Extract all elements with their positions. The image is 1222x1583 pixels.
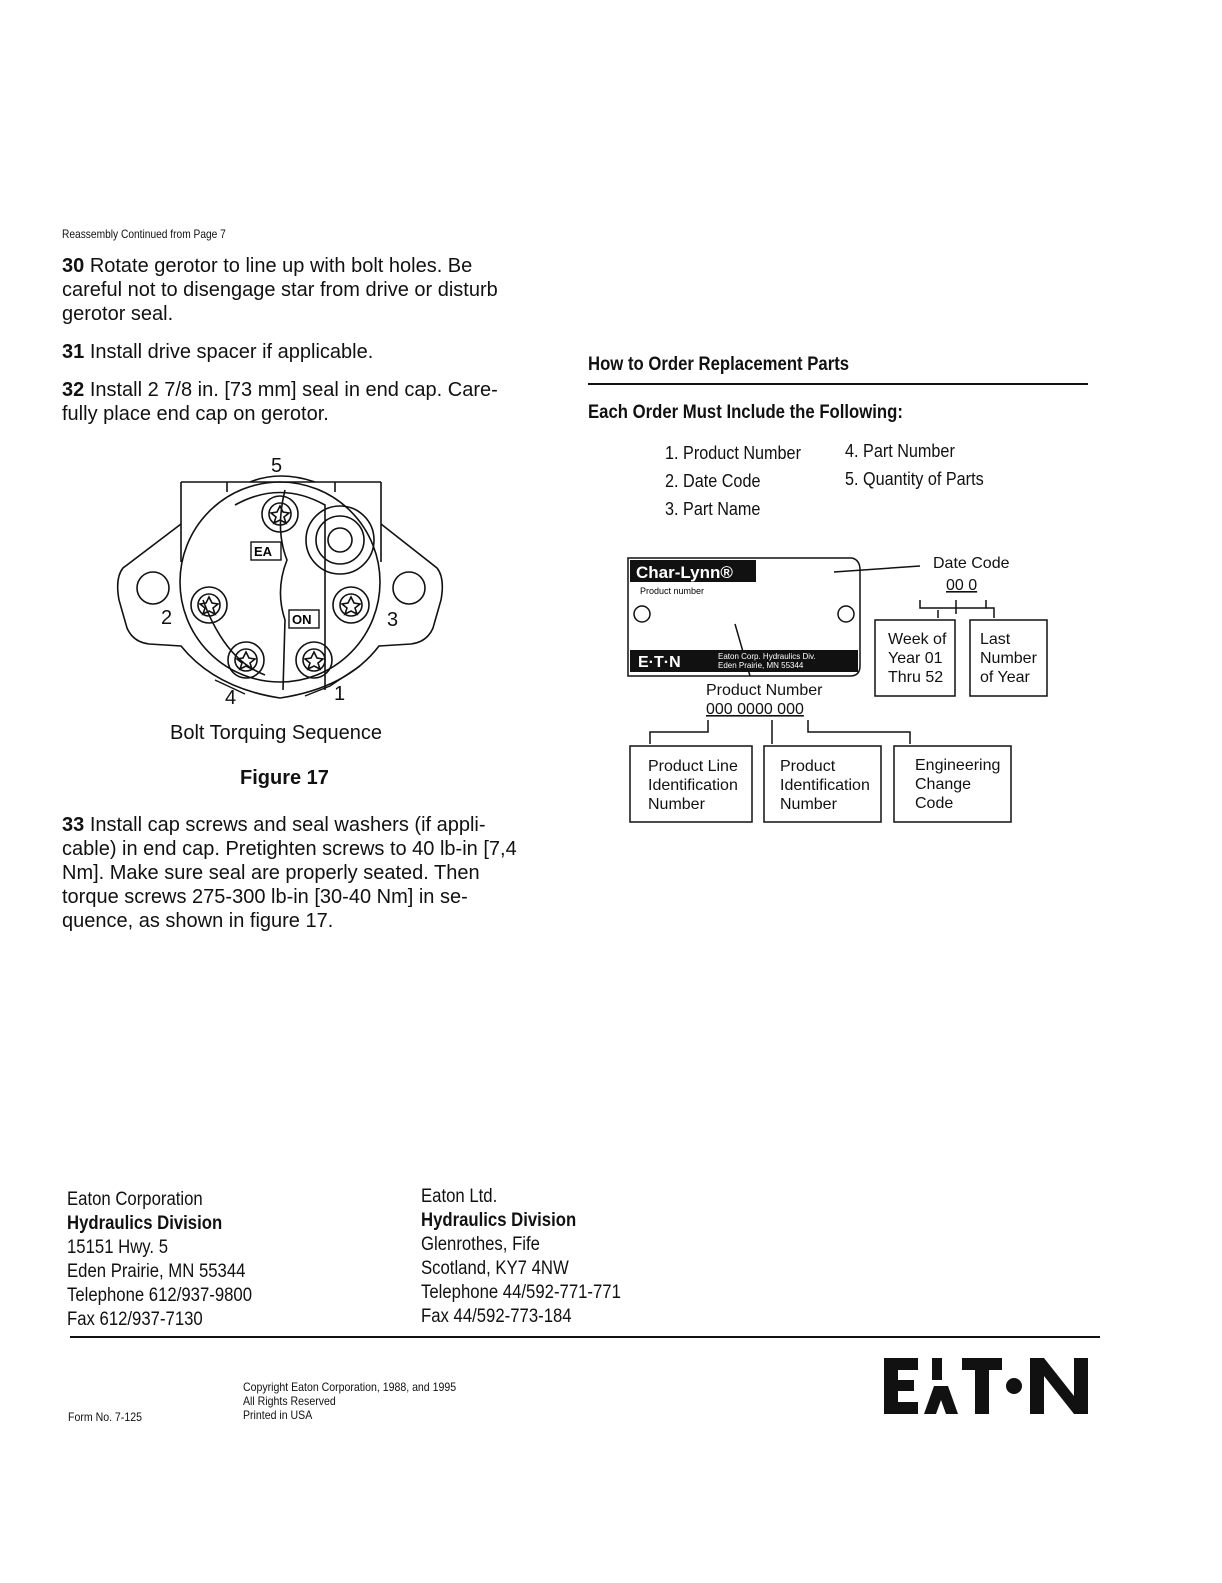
bolt-label-5: 5 — [271, 455, 283, 477]
figure-caption: Bolt Torquing Sequence — [170, 722, 383, 744]
product-number-value: 000 0000 000 — [706, 701, 804, 718]
bolt-label-2: 2 — [161, 607, 173, 629]
order-heading: How to Order Replacement Parts — [588, 354, 850, 375]
figure-title: Figure 17 — [240, 767, 329, 789]
box2-line-3: Number — [780, 796, 837, 813]
box1-line-3: Number — [648, 796, 705, 813]
year-box-line-1: Last — [980, 631, 1011, 648]
box3-line-1: Engineering — [915, 757, 1001, 774]
bolt-2 — [191, 587, 227, 623]
uk-address: Eaton Ltd. Hydraulics Division Glenrothes, Fife Scotland, KY7 4NW Telephone 44/592-771-771 Fax 44/592-773-184 — [421, 1186, 621, 1327]
plate-mark-ea: EA — [254, 544, 273, 559]
eaton-logo — [884, 1356, 1104, 1416]
bolt-torquing-diagram — [115, 450, 445, 710]
step-30: 30 Rotate gerotor to line up with bolt holes. Be careful not to disengage star from drive or disturb gerotor seal. — [62, 255, 498, 325]
order-item-1: 1. Product Number — [665, 443, 801, 463]
plate-product-number-small: Product number — [640, 586, 705, 596]
bolt-4 — [228, 642, 264, 678]
box2-line-2: Identification — [780, 777, 870, 794]
step-31: 31 Install drive spacer if applicable. — [62, 341, 374, 363]
box1-line-2: Identification — [648, 777, 738, 794]
bolt-3 — [333, 587, 369, 623]
step-number: 33 — [62, 814, 85, 836]
order-item-2: 2. Date Code — [665, 471, 761, 491]
date-code-label: Date Code — [933, 555, 1010, 572]
step-number: 30 — [62, 255, 85, 277]
order-item-5: 5. Quantity of Parts — [845, 469, 984, 489]
footer-divider — [70, 1336, 1100, 1338]
divider — [588, 383, 1088, 385]
plate-address-1: Eaton Corp. Hydraulics Div. — [718, 652, 816, 661]
week-box-line-2: Year 01 — [888, 650, 943, 667]
us-address: Eaton Corporation Hydraulics Division 15151 Hwy. 5 Eden Prairie, MN 55344 Telephone 612/937-9800 Fax 612/937-7130 — [67, 1189, 253, 1330]
order-item-3: 3. Part Name — [665, 499, 761, 519]
form-number: Form No. 7-125 — [68, 1410, 142, 1424]
bolt-label-3: 3 — [387, 609, 399, 631]
char-lynn-brand: Char-Lynn® — [636, 563, 733, 582]
box3-line-2: Change — [915, 776, 972, 793]
nameplate-diagram — [620, 548, 1060, 833]
step-number: 31 — [62, 341, 85, 363]
box3-line-3: Code — [915, 795, 954, 812]
product-number-label: Product Number — [706, 682, 823, 699]
step-32: 32 Install 2 7/8 in. [73 mm] seal in end cap. Care- fully place end cap on gerotor. — [62, 379, 498, 425]
plate-mark-on: ON — [292, 612, 312, 627]
week-box-line-1: Week of — [888, 631, 947, 648]
order-subheading: Each Order Must Include the Following: — [588, 402, 903, 423]
step-number: 32 — [62, 379, 85, 401]
plate-eaton-logo: E·T·N — [638, 654, 681, 671]
box2-line-1: Product — [780, 758, 836, 775]
date-code-value: 00 0 — [946, 577, 978, 594]
bolt-label-1: 1 — [334, 683, 346, 705]
bolt-label-4: 4 — [225, 687, 237, 709]
box1-line-1: Product Line — [648, 758, 738, 775]
bolt-1 — [296, 642, 332, 678]
order-item-4: 4. Part Number — [845, 441, 955, 461]
plate-address-2: Eden Prairie, MN 55344 — [718, 661, 804, 670]
year-box-line-3: of Year — [980, 669, 1030, 686]
week-box-line-3: Thru 52 — [888, 669, 944, 686]
continued-note: Reassembly Continued from Page 7 — [62, 227, 226, 241]
copyright-block: Copyright Eaton Corporation, 1988, and 1995 All Rights Reserved Printed in USA — [243, 1380, 457, 1422]
step-33: 33 Install cap screws and seal washers (if appli- cable) in end cap. Pretighten screws to 40 lb-in [7,4 Nm]. Make sure seal are properly seated. Then torque screws 275-300 lb-in [30-40 Nm] in se- quence, as shown in figure 17. — [62, 814, 517, 932]
year-box-line-2: Number — [980, 650, 1037, 667]
